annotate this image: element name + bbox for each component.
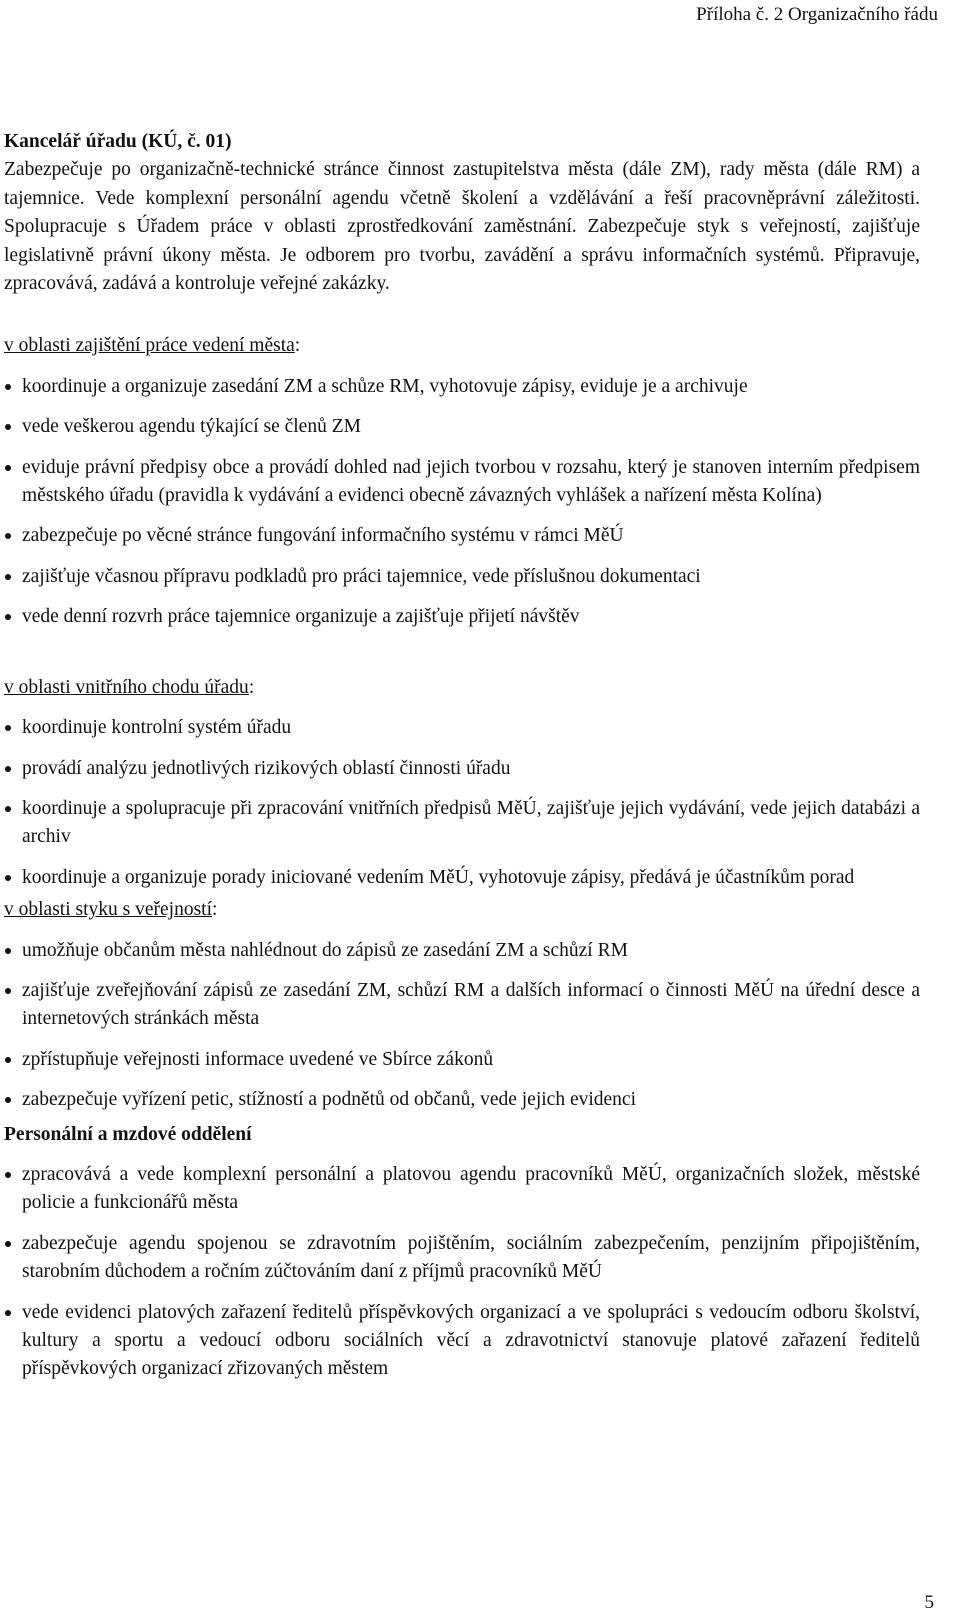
subsection-label: v oblasti zajištění práce vedení města [4, 335, 295, 357]
subsection-label: v oblasti styku s veřejností [4, 899, 212, 921]
header-note: Příloha č. 2 Organizačního řádu [696, 4, 938, 25]
page-content [4, 128, 920, 1384]
subsection-heading [4, 896, 920, 924]
list-item: zabezpečuje po věcné stránce fungování informačního systému v rámci MěÚ [4, 522, 920, 550]
page-number: 5 [924, 1592, 934, 1613]
section-title-kancelar: Kancelář úřadu (KÚ, č. 01) [4, 131, 232, 152]
section-intro-kancelar: Zabezpečuje po organizačně-technické stránce činnost zastupitelstva města (dále ZM), rady města (dále RM) a tajemnice. Vede komplexní personální agendu včetně školení a vzdělávání a řeší pracovněprávní záležitosti. Spolupracuje s Úřadem práce v oblasti zprostředkování zaměstnání. Zabezpečuje styk s veřejností, zajišťuje legislativně právní úkony města. Je odborem pro tvorbu, zavádění a správu informačních systémů. Připravuje, zpracovává, zadává a kontroluje veřejné zakázky. [4, 159, 920, 295]
list-item: vede evidenci platových zařazení ředitelů příspěvkových organizací a ve spolupráci s vedoucím odboru školství, kultury a sportu a vedoucí odboru sociálních věcí a zdravotnictví stanovuje platové zařazení ředitelů příspěvkových organizací zřizovaných městem [4, 1299, 920, 1384]
subsection-colon: : [212, 899, 218, 921]
list-item: koordinuje a spolupracuje při zpracování vnitřních předpisů MěÚ, zajišťuje jejich vydávání, vede jejich databázi a archiv [4, 795, 920, 852]
list-item: zpracovává a vede komplexní personální a platovou agendu pracovníků MěÚ, organizačních složek, městské policie a funkcionářů města [4, 1161, 920, 1218]
bullet-list [4, 937, 920, 1115]
bullet-list [4, 1161, 920, 1384]
list-item: koordinuje a organizuje zasedání ZM a schůze RM, vyhotovuje zápisy, eviduje je a archivuje [4, 373, 920, 401]
section-title-personalni: Personální a mzdové oddělení [4, 1123, 252, 1145]
list-item: eviduje právní předpisy obce a provádí dohled nad jejich tvorbou v rozsahu, který je stanoven interním předpisem městského úřadu (pravidla k vydávání a evidenci obecně závazných vyhlášek a nařízení města Kolína) [4, 454, 920, 511]
list-item: vede veškerou agendu týkající se členů ZM [4, 413, 920, 441]
list-item: umožňuje občanům města nahlédnout do zápisů ze zasedání ZM a schůzí RM [4, 937, 920, 965]
list-item: zajišťuje včasnou přípravu podkladů pro práci tajemnice, vede příslušnou dokumentaci [4, 563, 920, 591]
subsection-heading [4, 332, 920, 360]
list-item: zajišťuje zveřejňování zápisů ze zasedání ZM, schůzí RM a dalších informací o činnosti MěÚ na úřední desce a internetových stránkách města [4, 977, 920, 1034]
subsection-colon: : [248, 676, 255, 698]
bullet-list [4, 714, 920, 892]
list-item: koordinuje a organizuje porady iniciované vedením MěÚ, vyhotovuje zápisy, předává je účastníkům porad [4, 864, 920, 892]
list-item: provádí analýzu jednotlivých rizikových oblastí činnosti úřadu [4, 755, 920, 783]
bullet-list [4, 373, 920, 632]
subsection-colon: : [294, 335, 301, 357]
list-item: koordinuje kontrolní systém úřadu [4, 714, 920, 742]
subsection-heading [4, 674, 920, 702]
list-item: zpřístupňuje veřejnosti informace uvedené ve Sbírce zákonů [4, 1046, 920, 1074]
subsection-label: v oblasti vnitřního chodu úřadu [4, 676, 249, 698]
list-item: vede denní rozvrh práce tajemnice organizuje a zajišťuje přijetí návštěv [4, 603, 920, 631]
list-item: zabezpečuje agendu spojenou se zdravotním pojištěním, sociálním zabezpečením, penzijním připojištěním, starobním důchodem a ročním zúčtováním daní z příjmů pracovníků MěÚ [4, 1230, 920, 1287]
list-item: zabezpečuje vyřízení petic, stížností a podnětů od občanů, vede jejich evidenci [4, 1086, 920, 1114]
